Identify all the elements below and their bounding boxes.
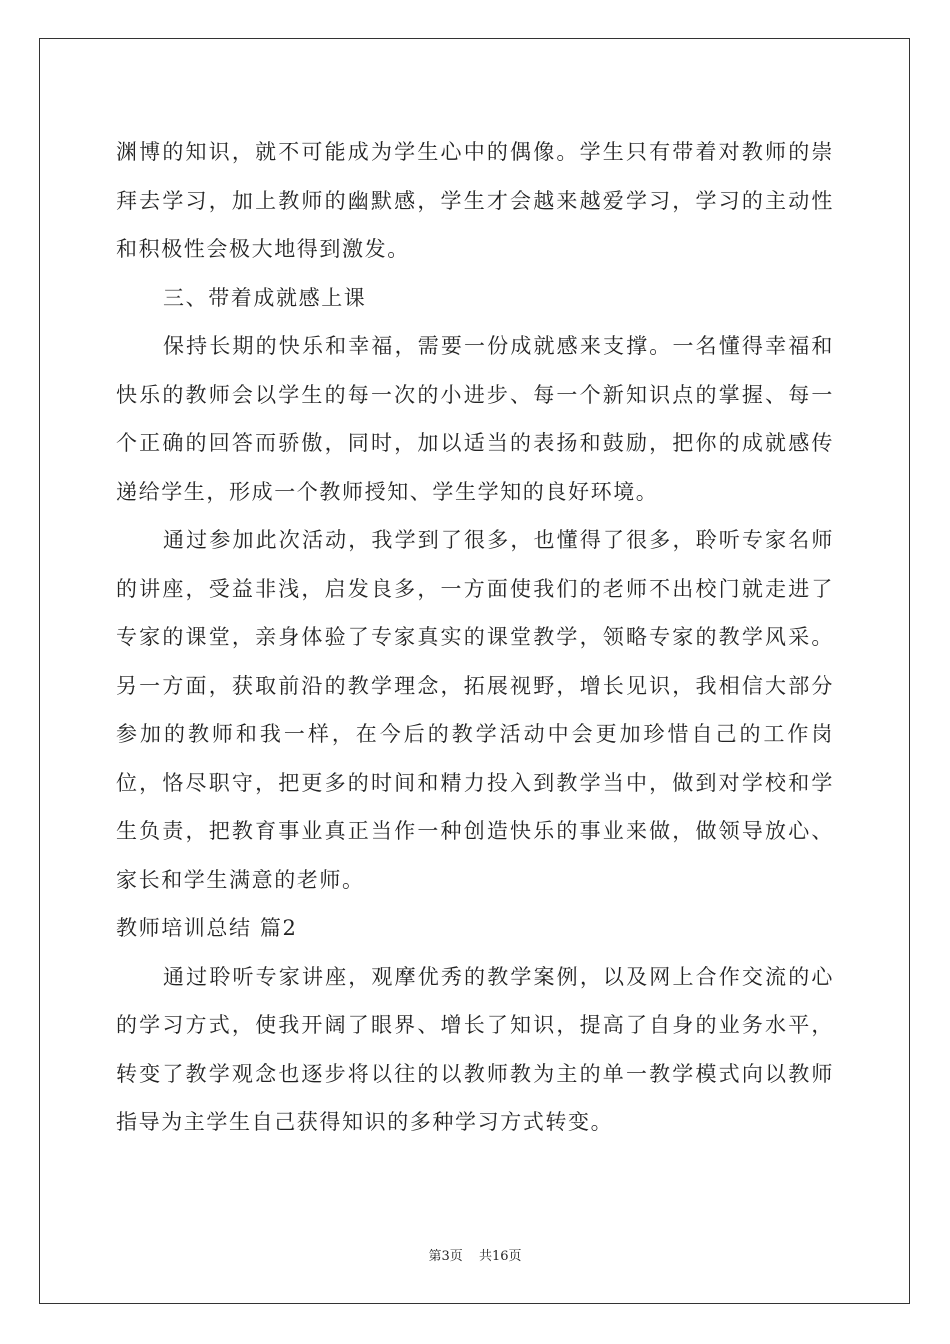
- page-total: 共16页: [478, 1249, 522, 1264]
- paragraph-activity-reflection: 通过参加此次活动，我学到了很多，也懂得了很多，聆听专家名师的讲座，受益非浅，启发良多，一方面使我们的老师不出校门就走进了专家的课堂，亲身体验了专家真实的课堂教学，领略专家的教学风采。另一方面，获取前沿的教学理念，拓展视野，增长见识，我相信大部分参加的教师和我一样，在今后的教学活动中会更加珍惜自己的工作岗位，恪尽职守，把更多的时间和精力投入到教学当中，做到对学校和学生负责，把教育事业真正当作一种创造快乐的事业来做，做领导放心、家长和学生满意的老师。: [116, 528, 834, 892]
- paragraph-achievement: 保持长期的快乐和幸福，需要一份成就感来支撑。一名懂得幸福和快乐的教师会以学生的每一次的小进步、每一个新知识点的掌握、每一个正确的回答而骄傲，同时，加以适当的表扬和鼓励，把你的成就感传递给学生，形成一个教师授知、学生学知的良好环境。: [116, 334, 834, 504]
- paragraph-continuation: 渊博的知识，就不可能成为学生心中的偶像。学生只有带着对教师的崇拜去学习，加上教师的幽默感，学生才会越来越爱学习，学习的主动性和积极性会极大地得到激发。: [116, 140, 834, 261]
- document-body: [116, 128, 834, 1147]
- section-title-part-2: 教师培训总结 篇2: [116, 916, 298, 940]
- paragraph-training-summary: 通过聆听专家讲座，观摩优秀的教学案例，以及网上合作交流的心的学习方式，使我开阔了眼界、增长了知识，提高了自身的业务水平，转变了教学观念也逐步将以往的以教师教为主的单一教学模式向以教师指导为主学生自己获得知识的多种学习方式转变。: [116, 964, 834, 1134]
- page-number: 第3页: [428, 1249, 463, 1264]
- page-footer: [0, 1245, 950, 1264]
- section-heading-three: 三、带着成就感上课: [163, 285, 367, 310]
